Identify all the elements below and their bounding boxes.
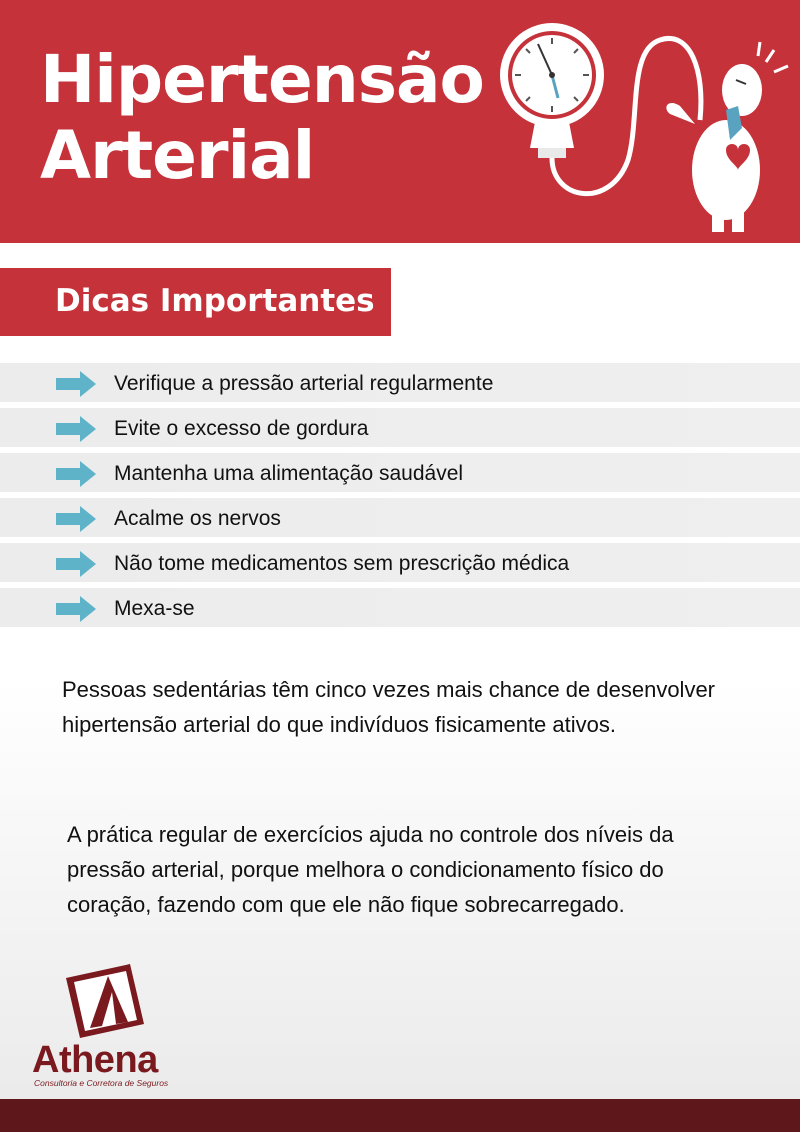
tip-item: [0, 408, 800, 447]
header-banner: [0, 0, 800, 243]
arrow-right-icon: [56, 551, 96, 577]
tip-label: Evite o excesso de gordura: [114, 417, 369, 440]
blood-pressure-gauge-and-character-icon: [490, 10, 800, 243]
tips-list: [0, 363, 800, 633]
tip-label: Acalme os nervos: [114, 507, 281, 530]
arrow-right-icon: [56, 596, 96, 622]
athena-logo-mark-icon: [60, 962, 150, 1042]
title-line-2: Arterial: [40, 117, 315, 194]
athena-logo: [32, 962, 212, 1092]
title-line-1: Hipertensão: [40, 41, 484, 118]
section-title: Dicas Importantes: [55, 283, 375, 319]
tip-item: [0, 588, 800, 627]
arrow-right-icon: [56, 416, 96, 442]
tip-item: [0, 498, 800, 537]
arrow-right-icon: [56, 461, 96, 487]
tip-item: [0, 543, 800, 582]
tip-label: Mantenha uma alimentação saudável: [114, 462, 464, 485]
tip-label: Não tome medicamentos sem prescrição médica: [114, 552, 570, 575]
arrow-right-icon: [56, 506, 96, 532]
tip-label: Verifique a pressão arterial regularmente: [114, 372, 494, 395]
footer-bar: [0, 1099, 800, 1132]
paragraph-sedentary: Pessoas sedentárias têm cinco vezes mais chance de desenvolver hipertensão arterial do que indivíduos fisicamente ativos.: [62, 677, 716, 737]
tip-item: [0, 363, 800, 402]
arrow-right-icon: [56, 371, 96, 397]
page-title: [40, 42, 484, 194]
logo-tagline: Consultoria e Corretora de Seguros: [34, 1078, 169, 1088]
logo-name: Athena: [32, 1039, 158, 1081]
section-header: [0, 268, 391, 336]
tip-item: [0, 453, 800, 492]
tip-label: Mexa-se: [114, 597, 195, 620]
paragraph-exercise: A prática regular de exercícios ajuda no controle dos níveis da pressão arterial, porque melhora o condicionamento físico do coração, fazendo com que ele não fique sobrecarregado.: [67, 822, 674, 917]
